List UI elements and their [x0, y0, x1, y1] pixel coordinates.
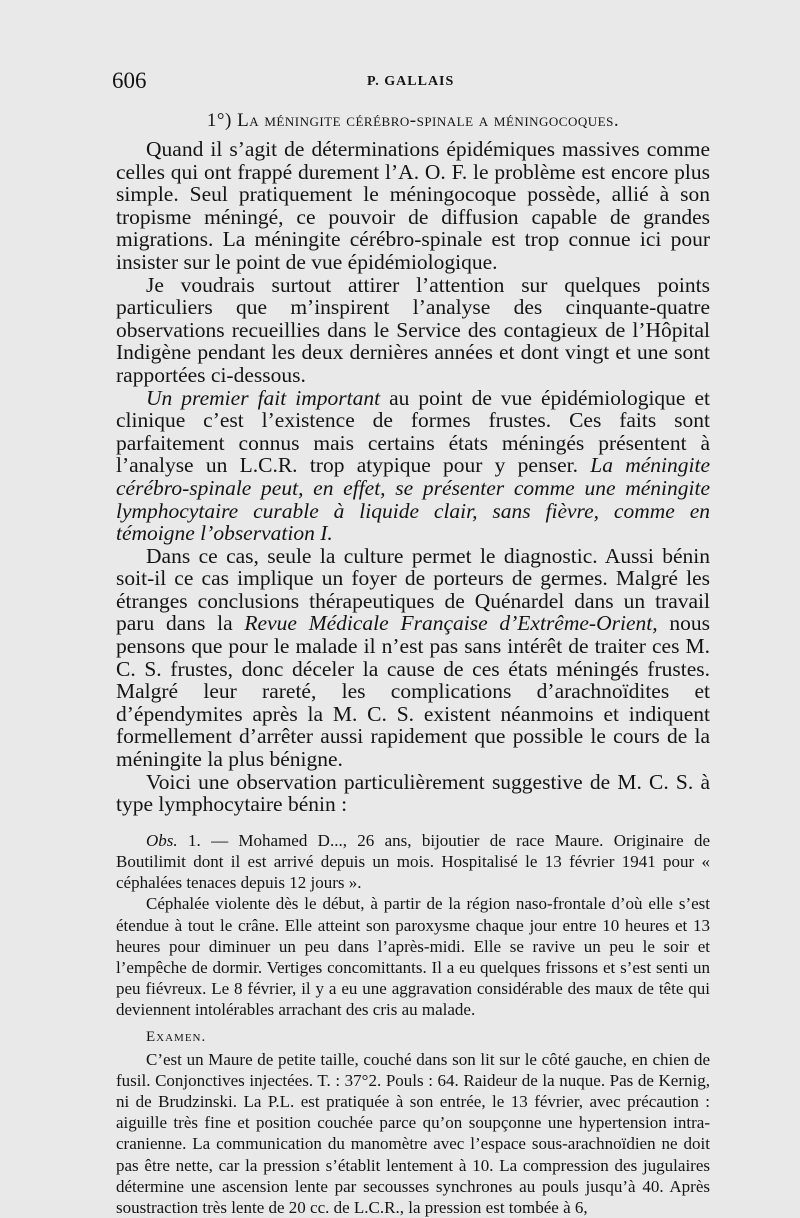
observation-exam: C’est un Maure de petite taille, couché dans son lit sur le côté gauche, en chien de fusil. Conjonctives injectées. T. : 37°2. Pouls : 64. Raideur de la nuque. Pas de Kernig, ni de Brudzinski. La P.L. est pratiquée à son entrée, le 13 février, avec précaution : aiguille très fine et position couchée parce qu’on soupçonne une hypertension intra-cranienne. La communication du manomètre avec l’espace sous-arachnoïdien ne doit pas être nette, car la pression s’établit lentement à 10. La compression des jugulaires détermine une ascension lente par secousses synchrones au pouls jusqu’à 40. Après soustraction très lente de 20 cc. de L.C.R., la pression est tombée à 6,: [116, 1049, 710, 1218]
observation-block: [116, 830, 710, 1218]
exam-heading-text: Examen.: [146, 1028, 207, 1045]
page-number: 606: [112, 68, 147, 93]
observation-intro-text: 1. — Mohamed D..., 26 ans, bijoutier de race Maure. Originaire de Boutilimit dont il est arrivé depuis un mois. Hospitalisé le 13 février 1941 pour « céphalées tenaces depuis 12 jours ».: [116, 830, 710, 893]
journal-title: Revue Médicale Française d’Extrême-Orient,: [244, 611, 658, 636]
paragraph-3-emphasis-lead: Un premier fait important: [146, 385, 381, 410]
paragraph-5: Voici une observation particulièrement suggestive de M. C. S. à type lymphocytaire bénin :: [116, 769, 710, 817]
paragraph-4-text-start: Dans ce cas, seule la culture permet le diagnostic. Aussi bénin soit-il ce cas implique un foyer de porteurs de germes. Malgré les étranges conclusions thérapeutiques de Quénardel dans un travail paru dans la: [116, 543, 710, 636]
paragraph-4-text-end: nous pensons que pour le malade il n’est pas sans intérêt de traiter ces M. C. S. frustes, donc déceler la cause de ces états méningés frustes. Malgré leur rareté, les complications d’arachnoïdites et d’épendymites après la M. C. S. existent néanmoins et indiquent formellement d’arrêter aussi rapidement que possible le cours de la méningite la plus bénigne.: [116, 611, 710, 772]
paragraph-3-text: au point de vue épidémiologique et clinique c’est l’existence de formes frustes. Ces faits sont parfaitement connus mais certains états méningés présentent à l’analyse un L.C.R. trop atypique pour y penser.: [116, 385, 710, 478]
paragraph-2: Je voudrais surtout attirer l’attention sur quelques points particuliers que m’inspirent l’analyse des cinquante-quatre observations recueillies dans le Service des contagieux de l’Hôpital Indigène pendant les deux dernières années et dont vingt et une sont rapportées ci-dessous.: [116, 272, 710, 387]
main-text: [116, 138, 710, 816]
exam-heading: [116, 1027, 710, 1047]
section-title: [116, 110, 710, 132]
paragraph-3-emphasis-tail: La méningite cérébro-spinale peut, en effet, se présenter comme une méningite lymphocytaire curable à liquide clair, sans fièvre, comme en témoigne l’observation I.: [116, 453, 710, 546]
page-header: [112, 68, 712, 98]
paragraph-1: Quand il s’agit de déterminations épidémiques massives comme celles qui ont frappé durement l’A. O. F. le problème est encore plus simple. Seul pratiquement le méningocoque possède, allié à son tropisme méningé, ce pouvoir de diffusion capable de grandes migrations. La méningite cérébro-spinale est trop connue ici pour insister sur le point de vue épidémiologique.: [116, 137, 710, 274]
paragraph-4: [116, 545, 710, 771]
observation-label: Obs.: [146, 830, 178, 850]
section-title-text: La méningite cérébro-spinale a méningocoques.: [237, 110, 620, 131]
running-head-author: P. GALLAIS: [367, 74, 455, 89]
page-content: [116, 110, 710, 1218]
observation-intro: [116, 830, 710, 894]
observation-history: Céphalée violente dès le début, à partir de la région naso-frontale d’où elle s’est étendue à tout le crâne. Elle atteint son paroxysme chaque jour entre 10 heures et 13 heures pour diminuer un peu dans l’après-midi. Elle se ravive un peu le soir et l’empêche de dormir. Vertiges concomittants. Il a eu quelques frissons et s’est senti un peu fiévreux. Le 8 février, il y a eu une aggravation considérable des maux de tête qui deviennent intolérables arrachant des cris au malade.: [116, 894, 710, 1020]
section-number: 1°): [206, 110, 232, 131]
paragraph-3: [116, 387, 710, 545]
